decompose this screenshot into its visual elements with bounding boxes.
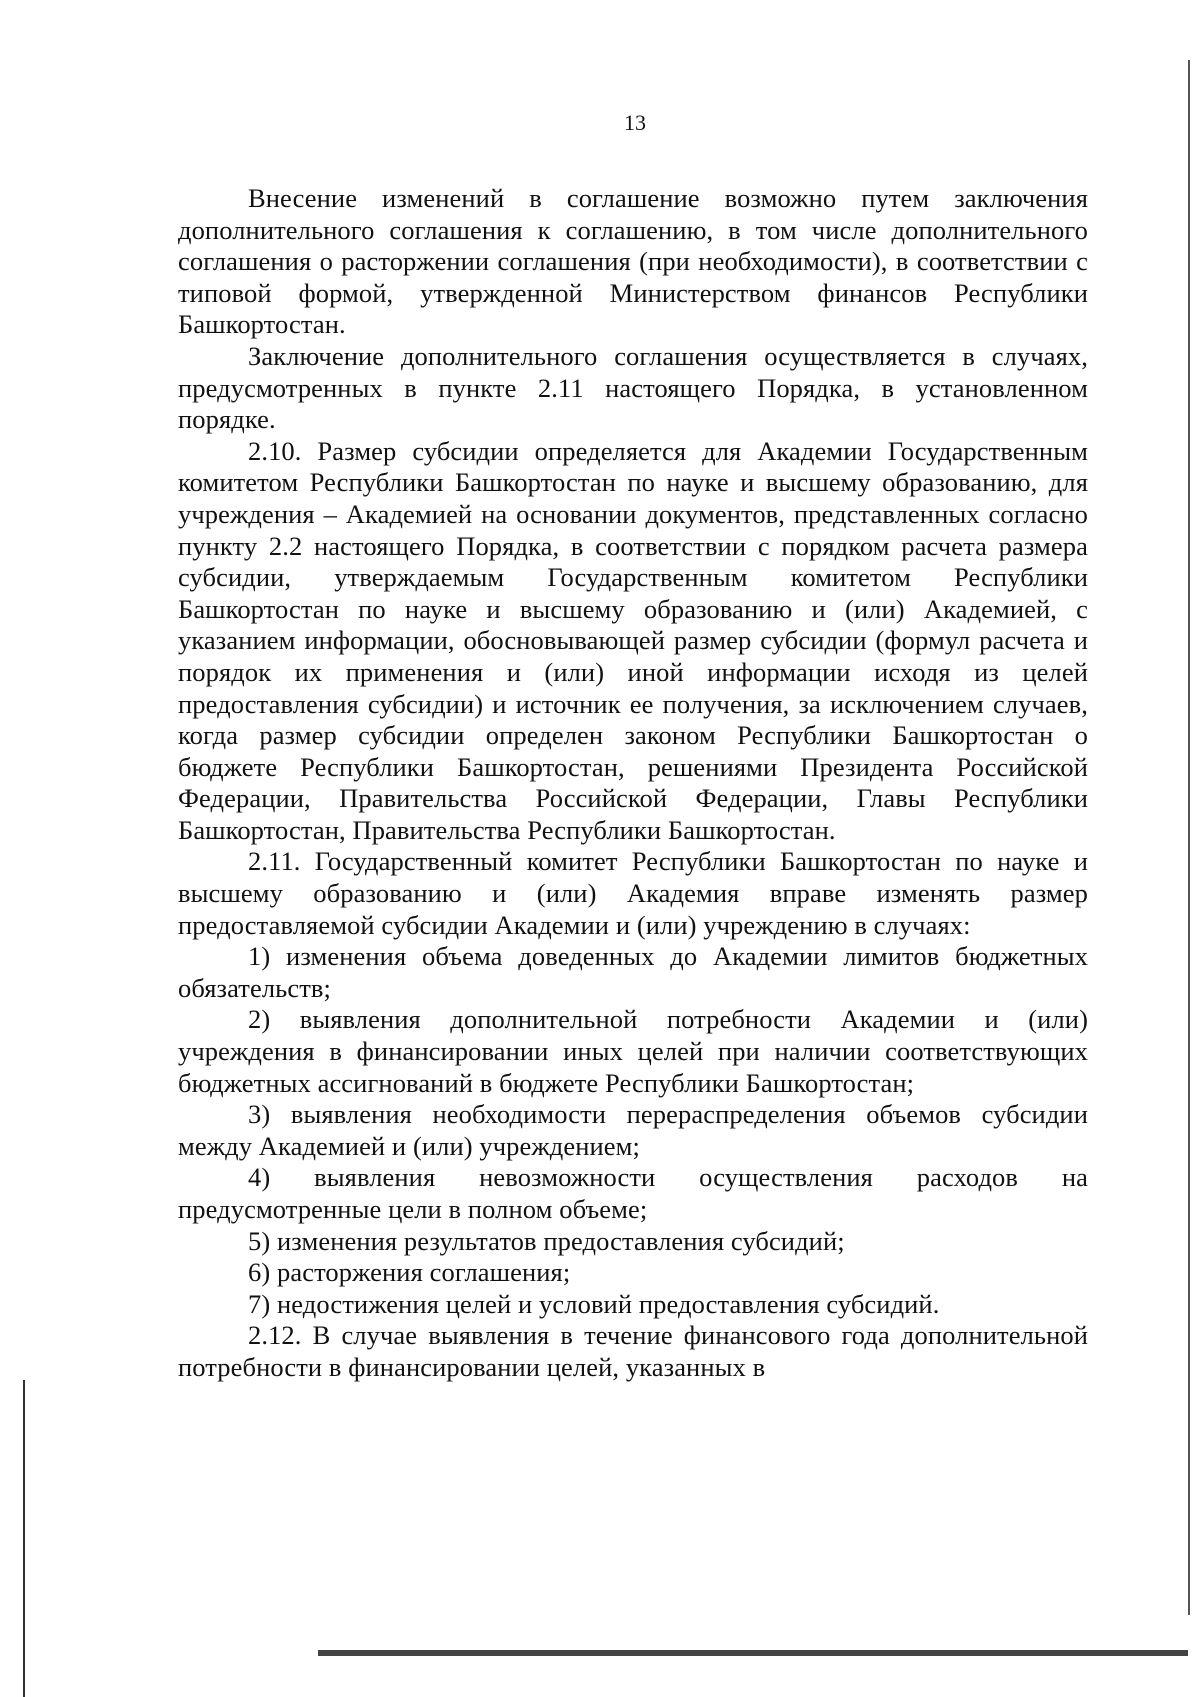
paragraph-additional-agreement: Заключение дополнительного соглашения осуществляется в случаях, предусмотренных в пункте 2.11 настоящего Порядка, в установленном порядке. (178, 340, 1088, 435)
list-item-5: 5) изменения результатов предоставления субсидий; (248, 1225, 845, 1256)
list-item-2: 2) выявления дополнительной потребности Академии и (или) учреждения в финансировании иных целей при наличии соответствующих бюджетных ассигнований в бюджете Республики Башкортостан; (178, 1004, 1088, 1098)
list-item-3: 3) выявления необходимости перераспределения объемов субсидии между Академией и (или) учреждением; (178, 1099, 1088, 1161)
list-item-1: 1) изменения объема доведенных до Академии лимитов бюджетных обязательств; (178, 941, 1088, 1003)
page-number: 13 (624, 110, 646, 135)
paragraph-amendments: Внесение изменений в соглашение возможно путем заключения дополнительного соглашения к соглашению, в том числе дополнительного соглашения о расторжении соглашения (при необходимости), в соответствии с типовой формой, утвержденной Министерством финансов Республики Башкортостан. (178, 183, 1088, 340)
list-item-7: 7) недостижения целей и условий предоставления субсидий. (248, 1288, 940, 1319)
scan-edge-right (1188, 60, 1190, 1615)
list-item-4: 4) выявления невозможности осуществления расходов на предусмотренные цели в полном объеме; (178, 1162, 1088, 1224)
scan-edge-bottom (318, 1650, 1188, 1656)
paragraph-2-11: 2.11. Государственный комитет Республики Башкортостан по науке и высшему образованию и (или) Академия вправе изменять размер предоставляемой субсидии Академии и (или) учреждению в случаях: (178, 846, 1088, 940)
document-body (178, 183, 1088, 1384)
scan-edge-left (23, 1380, 25, 1697)
list-item-6: 6) расторжения соглашения; (248, 1257, 571, 1288)
paragraph-2-10: 2.10. Размер субсидии определяется для Академии Государственным комитетом Республики Башкортостан по науке и высшему образованию, для учреждения – Академией на основании документов, представленных согласно пункту 2.2 настоящего Порядка, в соответствии с порядком расчета размера субсидии, утверждаемым Государственным комитетом Республики Башкортостан по науке и высшему образованию и (или) Академией, с указанием информации, обосновывающей размер субсидии (формул расчета и порядок их применения и (или) иной информации исходя из целей предоставления субсидии) и источник ее получения, за исключением случаев, когда размер субсидии определен законом Республики Башкортостан о бюджете Республики Башкортостан, решениями Президента Российской Федерации, Правительства Российской Федерации, Главы Республики Башкортостан, Правительства Республики Башкортостан. (178, 435, 1088, 845)
paragraph-2-12: 2.12. В случае выявления в течение финансового года дополнительной потребности в финансировании целей, указанных в (178, 1320, 1088, 1382)
